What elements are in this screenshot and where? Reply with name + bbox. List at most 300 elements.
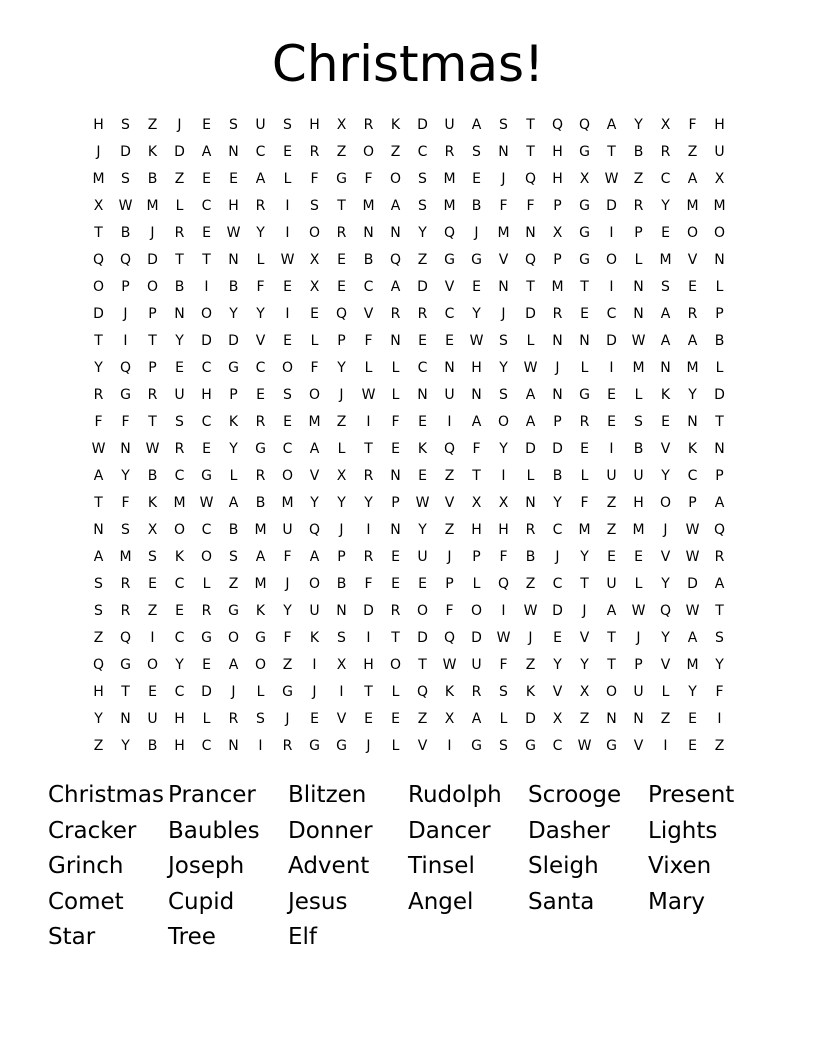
grid-row xyxy=(85,706,733,733)
grid-letter: N xyxy=(390,468,401,484)
grid-letter: X xyxy=(552,711,563,727)
grid-letter: I xyxy=(258,738,263,754)
grid-letter: N xyxy=(633,711,644,727)
grid-letter: S xyxy=(418,171,427,187)
grid-letter: H xyxy=(228,198,239,214)
grid-letter: S xyxy=(634,414,643,430)
grid-letter: V xyxy=(363,306,374,322)
grid-letter: W xyxy=(118,198,133,214)
grid-letter: L xyxy=(526,333,535,349)
grid-letter: T xyxy=(526,144,535,160)
grid-letter: D xyxy=(525,306,536,322)
grid-letter: K xyxy=(255,603,266,619)
grid-letter: L xyxy=(499,711,508,727)
grid-letter: X xyxy=(471,495,482,511)
grid-letter: E xyxy=(256,387,265,403)
grid-letter: B xyxy=(633,441,644,457)
word-bank-item: Dancer xyxy=(408,817,491,844)
word-bank-item: Star xyxy=(48,924,96,951)
grid-letter: P xyxy=(634,225,643,241)
grid-letter: I xyxy=(312,657,317,673)
grid-letter: M xyxy=(713,198,726,214)
grid-letter: O xyxy=(686,225,699,241)
grid-letter: Q xyxy=(416,684,429,700)
grid-letter: H xyxy=(174,738,185,754)
grid-letter: P xyxy=(634,657,643,673)
grid-letter: Q xyxy=(92,657,105,673)
grid-letter: X xyxy=(147,522,158,538)
grid-letter: B xyxy=(147,468,158,484)
grid-letter: M xyxy=(92,171,105,187)
grid-letter: O xyxy=(227,630,240,646)
grid-letter: G xyxy=(201,468,212,484)
grid-letter: K xyxy=(147,144,158,160)
grid-letter: W xyxy=(91,441,106,457)
grid-row xyxy=(85,490,733,517)
grid-letter: B xyxy=(336,576,347,592)
grid-letter: B xyxy=(633,144,644,160)
grid-letter: H xyxy=(633,495,644,511)
grid-letter: Q xyxy=(578,117,591,133)
grid-letter: V xyxy=(498,252,509,268)
grid-letter: P xyxy=(229,387,238,403)
grid-letter: N xyxy=(363,225,374,241)
grid-letter: S xyxy=(148,549,157,565)
grid-letter: N xyxy=(714,441,725,457)
grid-letter: O xyxy=(200,306,213,322)
grid-letter: Z xyxy=(282,657,293,673)
grid-letter: O xyxy=(362,144,375,160)
grid-letter: A xyxy=(687,333,698,349)
grid-letter: Y xyxy=(661,630,670,646)
grid-letter: H xyxy=(363,657,374,673)
grid-letter: Y xyxy=(310,495,319,511)
grid-letter: W xyxy=(496,630,511,646)
grid-letter: Y xyxy=(364,495,373,511)
grid-letter: J xyxy=(285,711,290,727)
grid-letter: M xyxy=(686,198,699,214)
grid-letter: I xyxy=(501,468,506,484)
word-bank-item: Joseph xyxy=(168,853,245,880)
grid-letter: F xyxy=(283,549,292,565)
grid-letter: E xyxy=(283,279,292,295)
grid-letter: A xyxy=(660,306,671,322)
grid-letter: L xyxy=(634,387,643,403)
grid-letter: Y xyxy=(580,549,589,565)
grid-letter: R xyxy=(228,711,239,727)
word-bank-item: Sleigh xyxy=(528,853,599,880)
grid-letter: A xyxy=(471,711,482,727)
grid-letter: T xyxy=(175,252,184,268)
grid-letter: P xyxy=(337,549,346,565)
grid-letter: H xyxy=(93,117,104,133)
grid-letter: O xyxy=(92,279,105,295)
grid-letter: E xyxy=(553,630,562,646)
grid-letter: G xyxy=(471,738,482,754)
grid-letter: R xyxy=(201,603,212,619)
grid-letter: G xyxy=(579,387,590,403)
grid-letter: N xyxy=(228,252,239,268)
grid-letter: I xyxy=(717,711,722,727)
grid-letter: W xyxy=(361,387,376,403)
grid-row xyxy=(85,139,733,166)
grid-letter: G xyxy=(579,144,590,160)
grid-letter: V xyxy=(660,657,671,673)
grid-letter: L xyxy=(715,360,724,376)
grid-letter: M xyxy=(551,279,564,295)
grid-letter: R xyxy=(174,225,185,241)
grid-letter: I xyxy=(339,684,344,700)
grid-letter: I xyxy=(609,279,614,295)
grid-letter: E xyxy=(337,252,346,268)
grid-letter: E xyxy=(283,333,292,349)
grid-letter: Y xyxy=(121,468,130,484)
grid-letter: L xyxy=(202,711,211,727)
grid-letter: Y xyxy=(229,441,238,457)
grid-letter: Z xyxy=(525,576,536,592)
grid-letter: E xyxy=(607,387,616,403)
grid-letter: A xyxy=(201,144,212,160)
grid-letter: W xyxy=(685,549,700,565)
grid-letter: T xyxy=(148,414,157,430)
grid-letter: X xyxy=(579,684,590,700)
grid-letter: E xyxy=(175,603,184,619)
grid-row xyxy=(85,436,733,463)
grid-letter: Z xyxy=(228,576,239,592)
grid-letter: D xyxy=(201,333,212,349)
grid-letter: T xyxy=(607,630,616,646)
grid-row xyxy=(85,409,733,436)
grid-letter: Z xyxy=(417,711,428,727)
grid-letter: L xyxy=(391,684,400,700)
grid-letter: P xyxy=(472,549,481,565)
grid-letter: V xyxy=(687,252,698,268)
grid-letter: D xyxy=(525,711,536,727)
grid-letter: X xyxy=(714,171,725,187)
grid-letter: T xyxy=(418,657,427,673)
grid-letter: M xyxy=(443,171,456,187)
grid-letter: C xyxy=(255,144,266,160)
grid-letter: T xyxy=(364,441,373,457)
grid-letter: Y xyxy=(418,225,427,241)
grid-letter: Y xyxy=(418,522,427,538)
grid-letter: W xyxy=(685,522,700,538)
grid-letter: B xyxy=(363,252,374,268)
grid-letter: Y xyxy=(94,711,103,727)
grid-letter: O xyxy=(389,657,402,673)
grid-letter: C xyxy=(201,198,212,214)
grid-letter: R xyxy=(444,144,455,160)
grid-letter: M xyxy=(308,414,321,430)
grid-letter: N xyxy=(390,225,401,241)
grid-letter: O xyxy=(281,360,294,376)
grid-letter: C xyxy=(174,630,185,646)
grid-letter: D xyxy=(201,684,212,700)
grid-letter: Z xyxy=(147,117,158,133)
grid-letter: N xyxy=(552,387,563,403)
grid-letter: N xyxy=(525,225,536,241)
grid-letter: E xyxy=(688,711,697,727)
grid-letter: C xyxy=(201,522,212,538)
grid-letter: Y xyxy=(256,306,265,322)
grid-letter: C xyxy=(174,576,185,592)
grid-row xyxy=(85,112,733,139)
grid-row xyxy=(85,571,733,598)
grid-letter: I xyxy=(285,198,290,214)
letter-grid xyxy=(85,112,733,760)
grid-letter: H xyxy=(93,684,104,700)
word-bank-item: Vixen xyxy=(648,853,712,880)
grid-letter: R xyxy=(309,144,320,160)
word-bank xyxy=(48,778,768,956)
grid-letter: E xyxy=(418,414,427,430)
grid-row xyxy=(85,220,733,247)
grid-letter: R xyxy=(147,387,158,403)
grid-letter: N xyxy=(174,306,185,322)
grid-letter: T xyxy=(391,630,400,646)
grid-letter: M xyxy=(254,522,267,538)
grid-letter: G xyxy=(120,387,131,403)
grid-letter: E xyxy=(175,360,184,376)
grid-letter: Z xyxy=(93,630,104,646)
grid-letter: Y xyxy=(229,306,238,322)
grid-letter: F xyxy=(364,171,373,187)
grid-letter: A xyxy=(471,117,482,133)
grid-letter: K xyxy=(525,684,536,700)
grid-letter: R xyxy=(120,576,131,592)
grid-letter: F xyxy=(688,117,697,133)
grid-letter: X xyxy=(579,171,590,187)
grid-letter: Z xyxy=(687,144,698,160)
word-bank-item: Comet xyxy=(48,888,124,915)
grid-letter: E xyxy=(607,414,616,430)
grid-letter: F xyxy=(283,630,292,646)
grid-letter: R xyxy=(255,198,266,214)
grid-letter: H xyxy=(309,117,320,133)
grid-letter: M xyxy=(686,657,699,673)
grid-letter: E xyxy=(634,549,643,565)
grid-letter: G xyxy=(606,738,617,754)
grid-letter: U xyxy=(255,117,266,133)
grid-letter: E xyxy=(202,117,211,133)
grid-letter: J xyxy=(447,549,452,565)
grid-letter: D xyxy=(471,630,482,646)
grid-letter: U xyxy=(444,387,455,403)
grid-letter: C xyxy=(444,306,455,322)
grid-letter: A xyxy=(606,603,617,619)
word-bank-item: Elf xyxy=(288,924,318,951)
grid-letter: R xyxy=(93,387,104,403)
grid-letter: V xyxy=(579,630,590,646)
grid-letter: Y xyxy=(553,657,562,673)
grid-letter: N xyxy=(120,711,131,727)
grid-letter: T xyxy=(121,684,130,700)
grid-letter: K xyxy=(444,684,455,700)
grid-letter: R xyxy=(633,198,644,214)
grid-letter: N xyxy=(417,387,428,403)
grid-letter: C xyxy=(552,738,563,754)
grid-letter: C xyxy=(255,360,266,376)
grid-letter: Y xyxy=(175,657,184,673)
grid-letter: X xyxy=(552,225,563,241)
grid-letter: M xyxy=(146,198,159,214)
grid-letter: N xyxy=(660,360,671,376)
grid-letter: I xyxy=(204,279,209,295)
grid-letter: U xyxy=(309,603,320,619)
grid-letter: J xyxy=(474,225,479,241)
grid-letter: R xyxy=(282,738,293,754)
grid-row xyxy=(85,517,733,544)
grid-letter: N xyxy=(633,306,644,322)
grid-letter: L xyxy=(175,198,184,214)
grid-letter: F xyxy=(499,657,508,673)
grid-letter: E xyxy=(148,684,157,700)
grid-letter: J xyxy=(663,522,668,538)
grid-letter: N xyxy=(228,738,239,754)
grid-letter: A xyxy=(687,171,698,187)
grid-letter: C xyxy=(174,684,185,700)
grid-letter: T xyxy=(94,333,103,349)
grid-letter: X xyxy=(336,657,347,673)
grid-letter: U xyxy=(174,387,185,403)
grid-letter: Z xyxy=(336,144,347,160)
grid-letter: Z xyxy=(93,738,104,754)
grid-letter: P xyxy=(391,495,400,511)
grid-letter: S xyxy=(175,414,184,430)
grid-letter: R xyxy=(336,225,347,241)
grid-letter: J xyxy=(501,171,506,187)
grid-letter: Q xyxy=(443,630,456,646)
grid-letter: G xyxy=(444,252,455,268)
grid-letter: A xyxy=(93,468,104,484)
grid-letter: W xyxy=(469,333,484,349)
grid-letter: C xyxy=(201,414,212,430)
grid-letter: Y xyxy=(661,468,670,484)
grid-letter: P xyxy=(553,414,562,430)
grid-letter: T xyxy=(472,468,481,484)
grid-letter: E xyxy=(688,279,697,295)
grid-letter: R xyxy=(471,684,482,700)
grid-letter: T xyxy=(715,603,724,619)
grid-letter: O xyxy=(308,225,321,241)
grid-letter: N xyxy=(498,144,509,160)
grid-letter: S xyxy=(337,630,346,646)
grid-letter: S xyxy=(94,603,103,619)
grid-letter: E xyxy=(337,279,346,295)
grid-letter: A xyxy=(255,171,266,187)
grid-letter: R xyxy=(390,603,401,619)
grid-letter: X xyxy=(309,279,320,295)
word-bank-item: Cracker xyxy=(48,817,137,844)
grid-letter: D xyxy=(93,306,104,322)
grid-letter: A xyxy=(687,630,698,646)
grid-letter: L xyxy=(256,252,265,268)
grid-letter: R xyxy=(579,414,590,430)
grid-letter: G xyxy=(579,198,590,214)
grid-letter: E xyxy=(607,549,616,565)
grid-letter: D xyxy=(606,333,617,349)
grid-letter: J xyxy=(96,144,101,160)
grid-row xyxy=(85,733,733,760)
grid-row xyxy=(85,652,733,679)
grid-letter: O xyxy=(416,603,429,619)
grid-letter: E xyxy=(391,711,400,727)
grid-letter: Z xyxy=(606,522,617,538)
grid-letter: I xyxy=(501,603,506,619)
grid-letter: K xyxy=(174,549,185,565)
grid-letter: D xyxy=(417,630,428,646)
grid-letter: M xyxy=(659,252,672,268)
word-bank-item: Rudolph xyxy=(408,782,502,808)
grid-letter: B xyxy=(552,468,563,484)
grid-letter: R xyxy=(363,468,374,484)
grid-letter: F xyxy=(499,549,508,565)
grid-letter: Z xyxy=(660,711,671,727)
grid-letter: E xyxy=(418,576,427,592)
grid-letter: N xyxy=(390,333,401,349)
grid-letter: Q xyxy=(92,252,105,268)
grid-letter: U xyxy=(633,468,644,484)
grid-letter: S xyxy=(715,630,724,646)
word-bank-item: Santa xyxy=(528,888,595,915)
grid-letter: D xyxy=(120,144,131,160)
grid-letter: J xyxy=(339,387,344,403)
grid-letter: K xyxy=(390,117,401,133)
grid-letter: N xyxy=(390,522,401,538)
grid-letter: H xyxy=(498,522,509,538)
grid-letter: V xyxy=(309,468,320,484)
grid-letter: N xyxy=(93,522,104,538)
grid-letter: P xyxy=(148,360,157,376)
grid-letter: M xyxy=(362,198,375,214)
grid-letter: A xyxy=(390,198,401,214)
grid-letter: G xyxy=(525,738,536,754)
grid-letter: Z xyxy=(525,657,536,673)
grid-letter: F xyxy=(472,441,481,457)
grid-letter: I xyxy=(447,414,452,430)
grid-row xyxy=(85,544,733,571)
grid-letter: L xyxy=(715,279,724,295)
grid-letter: F xyxy=(580,495,589,511)
grid-letter: Z xyxy=(633,171,644,187)
grid-letter: U xyxy=(471,657,482,673)
grid-letter: O xyxy=(308,387,321,403)
grid-letter: Q xyxy=(335,306,348,322)
grid-letter: P xyxy=(445,576,454,592)
grid-letter: I xyxy=(285,306,290,322)
grid-letter: L xyxy=(310,333,319,349)
grid-letter: D xyxy=(363,603,374,619)
grid-letter: T xyxy=(580,576,589,592)
grid-letter: F xyxy=(94,414,103,430)
grid-letter: L xyxy=(526,468,535,484)
grid-letter: G xyxy=(309,738,320,754)
grid-letter: S xyxy=(499,738,508,754)
grid-letter: V xyxy=(255,333,266,349)
grid-letter: Q xyxy=(551,117,564,133)
grid-letter: J xyxy=(285,576,290,592)
grid-letter: E xyxy=(283,144,292,160)
grid-letter: R xyxy=(363,117,374,133)
grid-letter: Y xyxy=(175,333,184,349)
grid-letter: Y xyxy=(688,684,697,700)
grid-letter: E xyxy=(310,711,319,727)
grid-letter: F xyxy=(121,414,130,430)
grid-letter: F xyxy=(391,414,400,430)
grid-letter: O xyxy=(389,171,402,187)
grid-letter: P xyxy=(553,252,562,268)
grid-letter: X xyxy=(336,468,347,484)
